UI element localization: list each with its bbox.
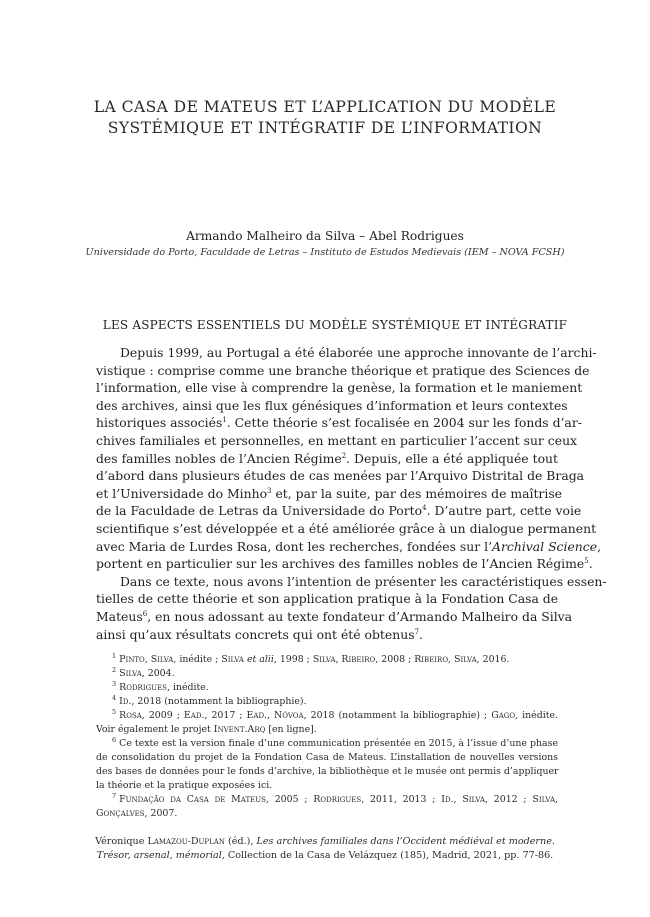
- footnote-number: 7: [112, 792, 117, 800]
- body-line: [96, 608, 573, 626]
- footnote-6-line: de consolidation du projet de la Fondation Casa de Mateus. L’installation de nouvelles versions: [96, 752, 558, 763]
- body-line: tielles de cette théorie et son application pratique à la Fondation Casa de: [96, 591, 559, 607]
- citation-line-2: [80, 849, 570, 863]
- footnote-text: , inédite ;: [173, 654, 222, 665]
- footnote-author: Rodrigues: [119, 682, 167, 693]
- body-line: l’information, elle vise à comprendre la genèse, la formation et le maniement: [96, 380, 583, 396]
- footnote-text: , 2018 (notamment la bibliographie) ;: [303, 710, 492, 721]
- footnote-text: , 2018 (notamment la bibliographie).: [131, 696, 307, 707]
- footnote-author: Ribeiro, Silva: [414, 654, 477, 665]
- footnote-text: , 2004.: [141, 668, 175, 679]
- footnote-text: , inédite.: [166, 682, 209, 693]
- footnote-2: [96, 667, 558, 681]
- body-text-run: Mateus: [96, 608, 143, 624]
- citation-text: (éd.),: [224, 836, 257, 847]
- footnote-text: [en ligne].: [265, 724, 317, 735]
- footnote-author: Silva,: [532, 794, 559, 805]
- body-text-run: des familles nobles de l’Ancien Régime: [96, 450, 342, 466]
- title-line-1: LA CASA DE MATEUS ET L’APPLICATION DU MODÈLE: [93, 98, 557, 116]
- footnote-text: , 2017 ;: [204, 710, 247, 721]
- body-paragraphs: [96, 344, 607, 643]
- citation-line-1: [80, 835, 570, 849]
- citation-book-subtitle: Trésor, arsenal, mémorial,: [96, 850, 225, 861]
- body-text-run: et, par la suite, par des mémoires de maîtrise: [271, 485, 563, 501]
- footnote-ref[interactable]: 2: [341, 451, 347, 460]
- footnote-7-continued: [96, 807, 558, 821]
- body-text-run: avec Maria de Lurdes Rosa, dont les recherches, fondées sur l’: [96, 538, 493, 554]
- body-line: [96, 626, 558, 644]
- footnote-ref[interactable]: 3: [267, 486, 272, 495]
- body-text-run: de la Faculdade de Letras da Universidade do Porto: [96, 503, 423, 519]
- body-text-run: et l’Universidade do Minho: [96, 485, 268, 501]
- section-heading: LES ASPECTS ESSENTIELS DU MODÈLE SYSTÉMIQUE ET INTÉGRATIF: [102, 318, 568, 332]
- author-names: Armando Malheiro da Silva – Abel Rodrigues: [186, 229, 464, 243]
- body-line: [96, 450, 558, 468]
- body-line: [96, 555, 593, 573]
- footnote-number: 5: [112, 708, 117, 716]
- footnote-author: Silva: [119, 668, 142, 679]
- footnote-7: [96, 793, 558, 807]
- footnote-5-continued: [96, 723, 558, 737]
- body-text-run: historiques associés: [96, 415, 223, 431]
- footnote-author: Ead.: [183, 710, 205, 721]
- footnote-text: , 2008 ;: [375, 654, 415, 665]
- footnote-text: , 2011, 2013 ;: [361, 794, 442, 805]
- footnote-text: , 2009 ;: [141, 710, 184, 721]
- body-line: [96, 485, 563, 503]
- citation-editor: Lamazou-Duplan: [147, 836, 225, 847]
- footnote-6-line: la théorie et la pratique exposées ici.: [96, 780, 273, 791]
- footnote-number: 6: [112, 736, 117, 744]
- footnote-number: 3: [112, 680, 117, 688]
- footnote-ref[interactable]: 4: [422, 504, 427, 513]
- footnote-number: 4: [112, 694, 117, 702]
- footnote-author: Id., Silva: [441, 794, 485, 805]
- footnote-project: Invent.Arq: [213, 724, 266, 735]
- footnote-4: [96, 695, 558, 709]
- footnote-6: [96, 737, 558, 751]
- body-line: Dans ce texte, nous avons l’intention de présenter les caractéristiques essen-: [120, 573, 607, 589]
- footnote-ref[interactable]: 5: [584, 557, 589, 566]
- body-text-run: . Depuis, elle a été appliquée tout: [346, 450, 558, 466]
- footnote-author: Id.: [119, 696, 132, 707]
- book-citation: [80, 835, 570, 863]
- citation-book-title: Les archives familiales dans l’Occident médiéval et moderne.: [256, 836, 555, 847]
- footnote-5: [96, 709, 558, 723]
- footnote-ref[interactable]: 1: [222, 416, 227, 425]
- body-text-run: ainsi qu’aux résultats concrets qui ont été obtenus: [96, 626, 415, 642]
- footnote-6-line: des bases de données pour le fonds d’archive, la bibliothèque et le musée ont permis d’appliquer: [96, 766, 559, 777]
- footnote-author: Gago: [491, 710, 516, 721]
- body-line: [96, 414, 582, 432]
- body-text-run: .: [419, 626, 423, 642]
- footnote-author: Fundação da Casa de Mateus: [119, 794, 266, 805]
- footnote-ref[interactable]: 6: [142, 609, 148, 618]
- footnote-author: Rosa: [119, 710, 142, 721]
- footnote-text: , inédite.: [515, 710, 559, 721]
- body-text-run: . Cette théorie s’est focalisée en 2004 sur les fonds d’ar-: [226, 415, 582, 431]
- body-text-run: portent en particulier sur les archives des familles nobles de l’Ancien Régime: [96, 556, 585, 572]
- body-line: chives familiales et personnelles, en mettant en particulier l’accent sur ceux: [96, 432, 578, 448]
- title-line-2: SYSTÉMIQUE ET INTÉGRATIF DE L’INFORMATION: [107, 119, 543, 137]
- footnote-author: Gonçalves: [96, 808, 145, 819]
- body-text-italic: Archival Science: [492, 538, 598, 554]
- footnote-number: 1: [112, 652, 117, 660]
- citation-text: Collection de la Casa de Velázquez (185), Madrid, 2021, pp. 77-86.: [224, 850, 554, 861]
- footnote-text: , 2016.: [476, 654, 510, 665]
- body-line: d’abord dans plusieurs études de cas menées par l’Arquivo Distrital de Braga: [96, 468, 585, 484]
- author-affiliation: Universidade do Porto, Faculdade de Letras – Instituto de Estudos Medievais (IEM – NOVA FCSH): [85, 247, 565, 258]
- body-text-run: , en nous adossant au texte fondateur d’Armando Malheiro da Silva: [147, 608, 573, 624]
- footnote-3: [96, 681, 558, 695]
- body-line: Depuis 1999, au Portugal a été élaborée une approche innovante de l’archi-: [120, 345, 597, 360]
- footnote-1: [96, 653, 558, 667]
- footnote-author: Pinto, Silva: [119, 654, 174, 665]
- footnote-ref[interactable]: 7: [414, 627, 420, 636]
- footnote-text: , 2005 ;: [265, 794, 314, 805]
- footnote-author: Silva, Ribeiro: [312, 654, 376, 665]
- footnote-text: Voir également le projet: [96, 724, 214, 735]
- body-line: [96, 538, 602, 556]
- footnote-text: , 2012 ;: [484, 794, 533, 805]
- body-line: des archives, ainsi que les flux génésiques d’information et leurs contextes: [96, 397, 568, 413]
- body-text-run: .: [588, 556, 593, 572]
- footnotes: [96, 653, 558, 821]
- footnote-author: Ead., Nóvoa: [246, 710, 304, 721]
- body-line: [96, 502, 582, 520]
- body-text-run: ,: [597, 538, 602, 554]
- footnote-number: 2: [112, 666, 117, 674]
- body-line: scientifique s’est développée et a été améliorée grâce à un dialogue permanent: [96, 520, 597, 536]
- footnote-text: , 2007.: [144, 808, 178, 819]
- citation-text: Véronique: [95, 836, 148, 847]
- footnote-text: , 1998 ;: [273, 654, 313, 665]
- footnote-author: Silva: [221, 654, 244, 665]
- article-title: [80, 97, 570, 139]
- footnote-author: Rodrigues: [313, 794, 362, 805]
- body-text-run: . D’autre part, cette voie: [426, 503, 582, 519]
- footnote-text: Ce texte est la version finale d’une communication présentée en 2015, à l’issue d’une phase: [119, 738, 558, 749]
- footnote-text: et alii: [244, 654, 274, 665]
- body-line: vistique : comprise comme une branche théorique et pratique des Sciences de: [96, 362, 590, 378]
